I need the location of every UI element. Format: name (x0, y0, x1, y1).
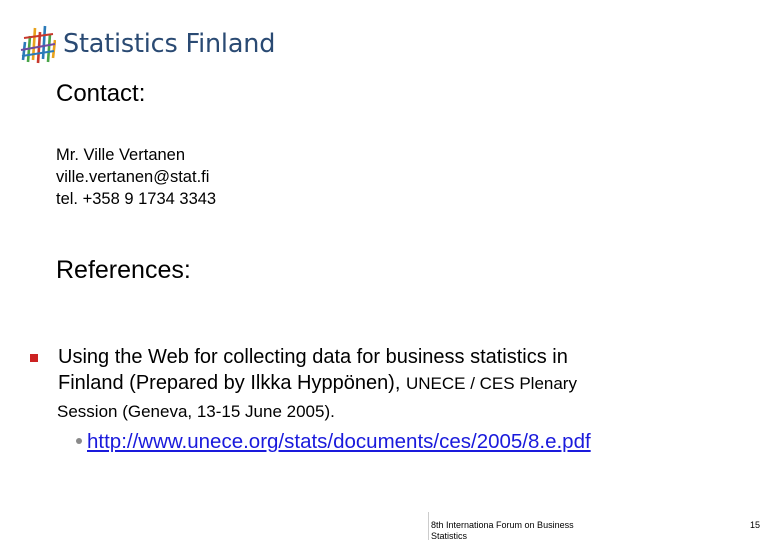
statistics-finland-logo (20, 22, 275, 66)
contact-name: Mr. Ville Vertanen (56, 146, 186, 164)
page-number: 15 (750, 520, 761, 530)
reference-link[interactable]: http://www.unece.org/stats/documents/ces/2005/8.e.pdf (87, 430, 591, 453)
reference-line-1: Using the Web for collecting data for business statistics in (58, 346, 568, 368)
footer-divider (428, 512, 429, 540)
references-heading: References: (56, 256, 191, 284)
statistics-finland-logo-icon (20, 22, 56, 66)
contact-details (56, 144, 216, 210)
square-bullet-icon (30, 354, 38, 362)
reference-line-3: Session (Geneva, 13-15 June 2005). (57, 402, 335, 421)
contact-email: ville.vertanen@stat.fi (56, 168, 210, 186)
reference-line-2-small: UNECE / CES Plenary (405, 374, 577, 393)
reference-line-2 (58, 370, 718, 397)
contact-phone: tel. +358 9 1734 3343 (56, 190, 217, 208)
dot-bullet-icon (76, 438, 82, 444)
reference-text (58, 344, 718, 397)
footer-event-text: 8th Internationa Forum on Business Statistics (431, 520, 574, 541)
logo-text: Statistics Finland (63, 29, 276, 59)
reference-line-2-main: Finland (Prepared by Ilkka Hyppönen), (58, 372, 406, 394)
contact-heading: Contact: (56, 80, 146, 107)
